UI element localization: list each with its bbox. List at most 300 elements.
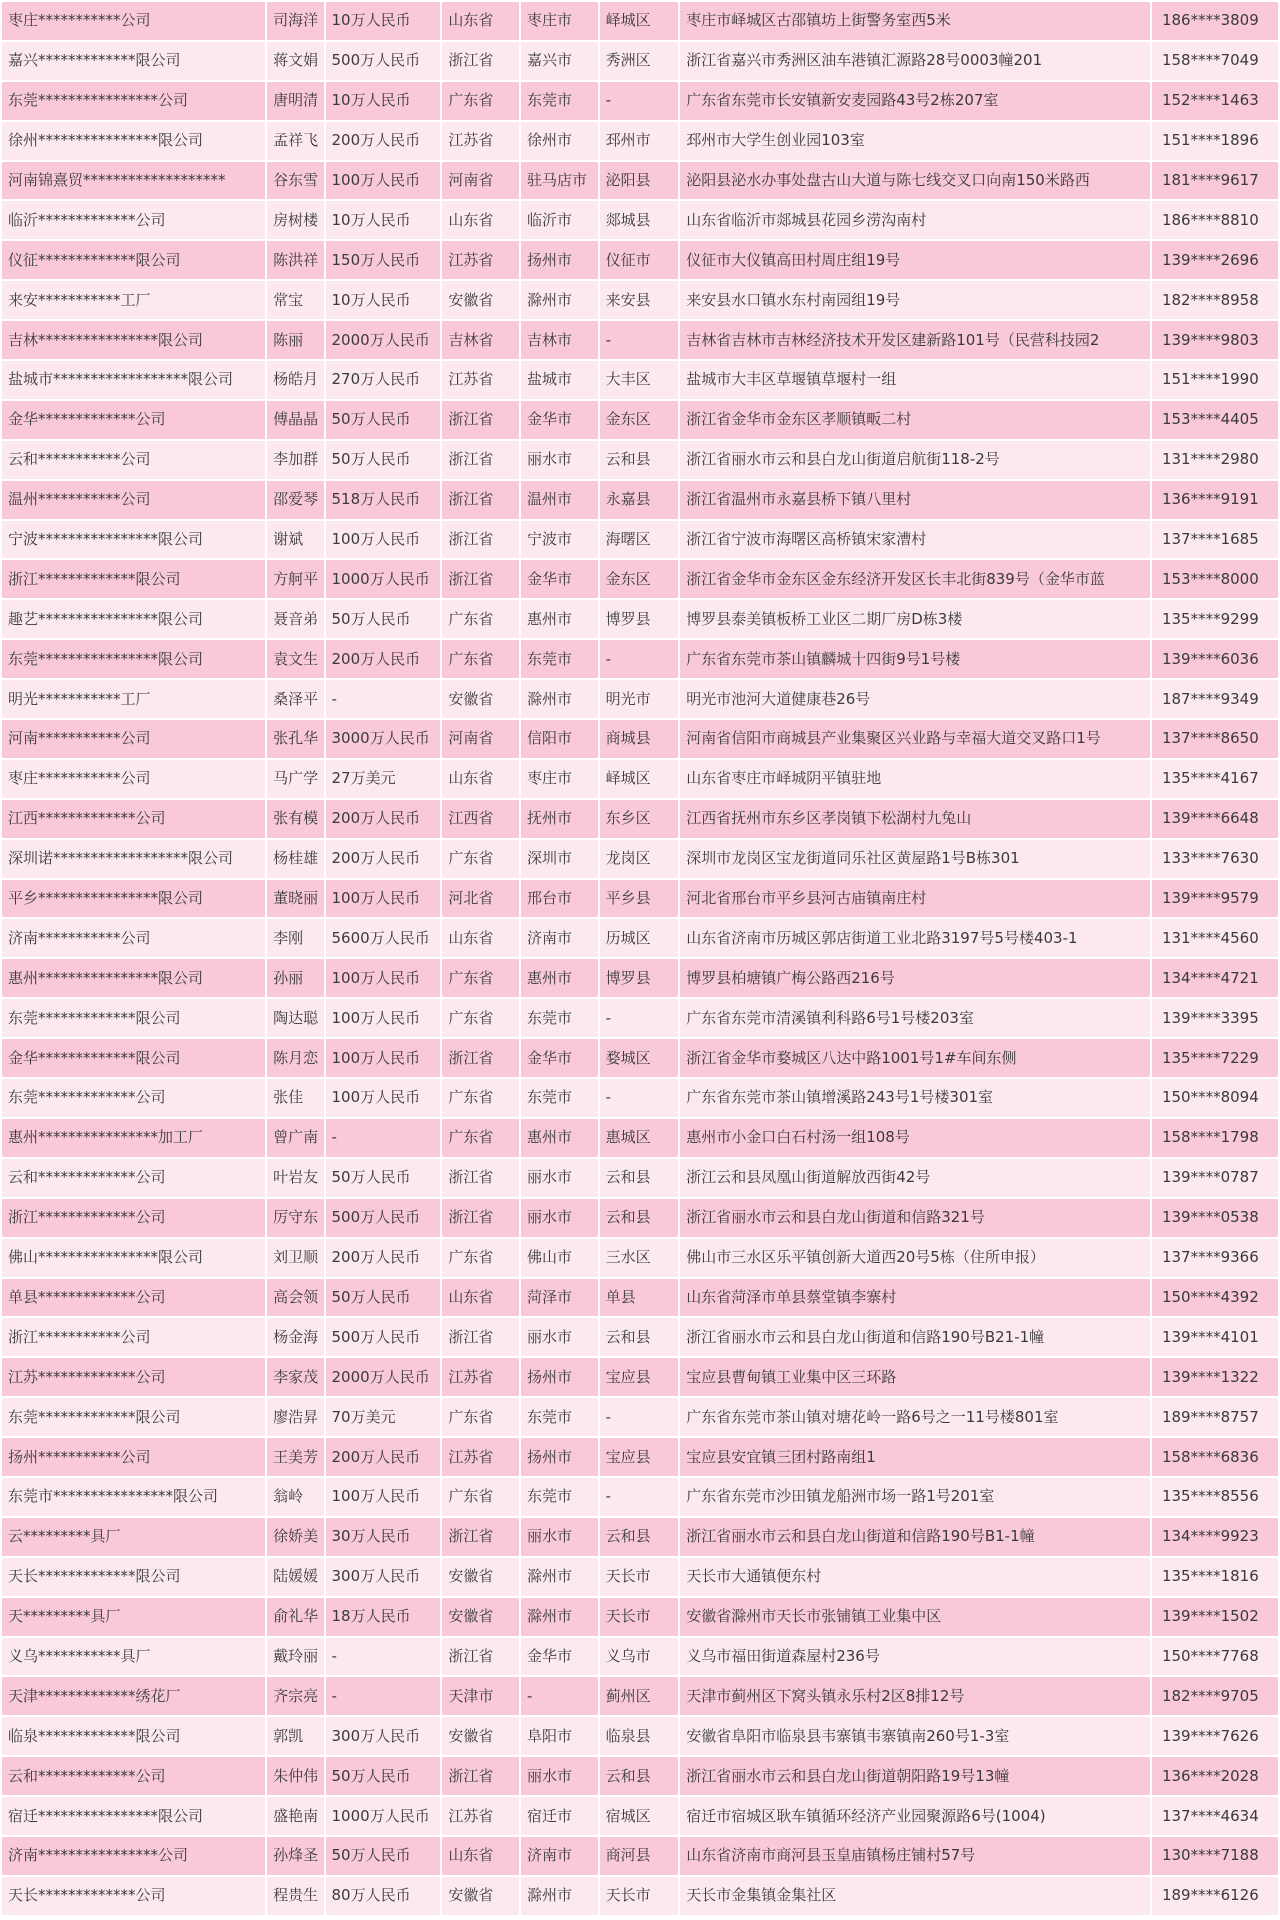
address-cell: 浙江省嘉兴市秀洲区油车港镇汇源路28号0003幢201 bbox=[680, 42, 1150, 80]
legal-person-cell: 杨桂雄 bbox=[267, 840, 323, 878]
district-cell: 宿城区 bbox=[600, 1797, 679, 1835]
district-cell: 宝应县 bbox=[600, 1358, 679, 1396]
company-name-cell: 东莞*************公司 bbox=[2, 1079, 265, 1117]
phone-cell: 158****1798 bbox=[1152, 1119, 1278, 1157]
phone-cell: 135****7229 bbox=[1152, 1039, 1278, 1077]
district-cell: 蓟州区 bbox=[600, 1677, 679, 1715]
phone-cell: 135****9299 bbox=[1152, 600, 1278, 638]
phone-cell: 139****0787 bbox=[1152, 1159, 1278, 1197]
legal-person-cell: 谷东雪 bbox=[267, 162, 323, 200]
city-cell: - bbox=[521, 1677, 598, 1715]
registered-capital-cell: 300万人民币 bbox=[326, 1717, 441, 1755]
registered-capital-cell: 10万人民币 bbox=[326, 201, 441, 239]
table-row bbox=[2, 1558, 1278, 1596]
city-cell: 济南市 bbox=[521, 919, 598, 957]
registered-capital-cell: 100万人民币 bbox=[326, 521, 441, 559]
province-cell: 广东省 bbox=[442, 1398, 519, 1436]
province-cell: 山东省 bbox=[442, 201, 519, 239]
table-row bbox=[2, 201, 1278, 239]
district-cell: 临泉县 bbox=[600, 1717, 679, 1755]
phone-cell: 137****4634 bbox=[1152, 1797, 1278, 1835]
phone-cell: 153****8000 bbox=[1152, 560, 1278, 598]
table-row bbox=[2, 162, 1278, 200]
province-cell: 安徽省 bbox=[442, 680, 519, 718]
legal-person-cell: 俞礼华 bbox=[267, 1598, 323, 1636]
address-cell: 浙江省金华市金东区孝顺镇畈二村 bbox=[680, 401, 1150, 439]
registered-capital-cell: 200万人民币 bbox=[326, 840, 441, 878]
city-cell: 扬州市 bbox=[521, 1358, 598, 1396]
district-cell: - bbox=[600, 1079, 679, 1117]
table-row bbox=[2, 1398, 1278, 1436]
phone-cell: 139****7626 bbox=[1152, 1717, 1278, 1755]
phone-cell: 150****8094 bbox=[1152, 1079, 1278, 1117]
phone-cell: 189****6126 bbox=[1152, 1877, 1278, 1915]
address-cell: 枣庄市峄城区古邵镇坊上街警务室西5米 bbox=[680, 2, 1150, 40]
address-cell: 浙江省丽水市云和县白龙山街道启航街118-2号 bbox=[680, 441, 1150, 479]
records-body bbox=[2, 2, 1278, 1915]
city-cell: 济南市 bbox=[521, 1837, 598, 1875]
company-name-cell: 河南锦熹贸******************* bbox=[2, 162, 265, 200]
registered-capital-cell: 518万人民币 bbox=[326, 481, 441, 519]
phone-cell: 186****8810 bbox=[1152, 201, 1278, 239]
company-name-cell: 枣庄***********公司 bbox=[2, 760, 265, 798]
legal-person-cell: 桑泽平 bbox=[267, 680, 323, 718]
province-cell: 广东省 bbox=[442, 640, 519, 678]
phone-cell: 130****7188 bbox=[1152, 1837, 1278, 1875]
legal-person-cell: 厉守东 bbox=[267, 1199, 323, 1237]
address-cell: 河北省邢台市平乡县河古庙镇南庄村 bbox=[680, 880, 1150, 918]
registered-capital-cell: 50万人民币 bbox=[326, 1757, 441, 1795]
city-cell: 扬州市 bbox=[521, 1438, 598, 1476]
province-cell: 浙江省 bbox=[442, 1199, 519, 1237]
company-name-cell: 天津*************绣花厂 bbox=[2, 1677, 265, 1715]
district-cell: 峄城区 bbox=[600, 760, 679, 798]
legal-person-cell: 蒋文娟 bbox=[267, 42, 323, 80]
legal-person-cell: 司海洋 bbox=[267, 2, 323, 40]
address-cell: 泌阳县泌水办事处盘古山大道与陈七线交叉口向南150米路西 bbox=[680, 162, 1150, 200]
province-cell: 广东省 bbox=[442, 1119, 519, 1157]
phone-cell: 134****9923 bbox=[1152, 1518, 1278, 1556]
table-row bbox=[2, 241, 1278, 279]
district-cell: 龙岗区 bbox=[600, 840, 679, 878]
phone-cell: 131****4560 bbox=[1152, 919, 1278, 957]
legal-person-cell: 李刚 bbox=[267, 919, 323, 957]
district-cell: 婺城区 bbox=[600, 1039, 679, 1077]
address-cell: 浙江云和县凤凰山街道解放西街42号 bbox=[680, 1159, 1150, 1197]
province-cell: 广东省 bbox=[442, 1079, 519, 1117]
table-row bbox=[2, 560, 1278, 598]
address-cell: 安徽省阜阳市临泉县韦寨镇韦寨镇南260号1-3室 bbox=[680, 1717, 1150, 1755]
city-cell: 滁州市 bbox=[521, 281, 598, 319]
phone-cell: 135****8556 bbox=[1152, 1478, 1278, 1516]
table-row bbox=[2, 1598, 1278, 1636]
address-cell: 浙江省丽水市云和县白龙山街道朝阳路19号13幢 bbox=[680, 1757, 1150, 1795]
phone-cell: 131****2980 bbox=[1152, 441, 1278, 479]
company-name-cell: 佛山****************限公司 bbox=[2, 1239, 265, 1277]
legal-person-cell: 房树楼 bbox=[267, 201, 323, 239]
phone-cell: 151****1990 bbox=[1152, 361, 1278, 399]
city-cell: 枣庄市 bbox=[521, 760, 598, 798]
district-cell: 宝应县 bbox=[600, 1438, 679, 1476]
city-cell: 东莞市 bbox=[521, 1478, 598, 1516]
registered-capital-cell: 10万人民币 bbox=[326, 2, 441, 40]
phone-cell: 139****9579 bbox=[1152, 880, 1278, 918]
legal-person-cell: 孙丽 bbox=[267, 959, 323, 997]
district-cell: 大丰区 bbox=[600, 361, 679, 399]
province-cell: 浙江省 bbox=[442, 521, 519, 559]
city-cell: 临沂市 bbox=[521, 201, 598, 239]
registered-capital-cell: 200万人民币 bbox=[326, 122, 441, 160]
company-name-cell: 义乌***********具厂 bbox=[2, 1638, 265, 1676]
city-cell: 枣庄市 bbox=[521, 2, 598, 40]
legal-person-cell: 徐娇美 bbox=[267, 1518, 323, 1556]
province-cell: 山东省 bbox=[442, 760, 519, 798]
city-cell: 东莞市 bbox=[521, 999, 598, 1037]
province-cell: 广东省 bbox=[442, 600, 519, 638]
district-cell: 明光市 bbox=[600, 680, 679, 718]
company-name-cell: 云*********具厂 bbox=[2, 1518, 265, 1556]
table-row bbox=[2, 640, 1278, 678]
table-row bbox=[2, 42, 1278, 80]
table-row bbox=[2, 600, 1278, 638]
legal-person-cell: 陈丽 bbox=[267, 321, 323, 359]
table-row bbox=[2, 1239, 1278, 1277]
city-cell: 嘉兴市 bbox=[521, 42, 598, 80]
city-cell: 菏泽市 bbox=[521, 1279, 598, 1317]
table-row bbox=[2, 999, 1278, 1037]
company-name-cell: 吉林****************限公司 bbox=[2, 321, 265, 359]
city-cell: 金华市 bbox=[521, 560, 598, 598]
address-cell: 山东省菏泽市单县蔡堂镇李寨村 bbox=[680, 1279, 1150, 1317]
legal-person-cell: 陈洪祥 bbox=[267, 241, 323, 279]
company-name-cell: 宿迁****************限公司 bbox=[2, 1797, 265, 1835]
phone-cell: 137****9366 bbox=[1152, 1239, 1278, 1277]
province-cell: 江苏省 bbox=[442, 1438, 519, 1476]
city-cell: 东莞市 bbox=[521, 1398, 598, 1436]
company-name-cell: 济南***********公司 bbox=[2, 919, 265, 957]
district-cell: 商河县 bbox=[600, 1837, 679, 1875]
company-name-cell: 江苏*************公司 bbox=[2, 1358, 265, 1396]
district-cell: 泌阳县 bbox=[600, 162, 679, 200]
registered-capital-cell: 100万人民币 bbox=[326, 1478, 441, 1516]
address-cell: 浙江省温州市永嘉县桥下镇八里村 bbox=[680, 481, 1150, 519]
province-cell: 江苏省 bbox=[442, 361, 519, 399]
city-cell: 深圳市 bbox=[521, 840, 598, 878]
district-cell: 义乌市 bbox=[600, 1638, 679, 1676]
province-cell: 山东省 bbox=[442, 1279, 519, 1317]
phone-cell: 134****4721 bbox=[1152, 959, 1278, 997]
company-name-cell: 徐州****************限公司 bbox=[2, 122, 265, 160]
address-cell: 宝应县安宜镇三团村路南组1 bbox=[680, 1438, 1150, 1476]
address-cell: 明光市池河大道健康巷26号 bbox=[680, 680, 1150, 718]
table-row bbox=[2, 1837, 1278, 1875]
registered-capital-cell: 100万人民币 bbox=[326, 880, 441, 918]
legal-person-cell: 邵爱琴 bbox=[267, 481, 323, 519]
company-name-cell: 临泉*************限公司 bbox=[2, 1717, 265, 1755]
province-cell: 浙江省 bbox=[442, 1638, 519, 1676]
city-cell: 丽水市 bbox=[521, 1199, 598, 1237]
registered-capital-cell: 200万人民币 bbox=[326, 800, 441, 838]
legal-person-cell: 李家茂 bbox=[267, 1358, 323, 1396]
district-cell: 东乡区 bbox=[600, 800, 679, 838]
company-name-cell: 盐城市******************限公司 bbox=[2, 361, 265, 399]
phone-cell: 139****2696 bbox=[1152, 241, 1278, 279]
legal-person-cell: 马广学 bbox=[267, 760, 323, 798]
registered-capital-cell: 50万人民币 bbox=[326, 1279, 441, 1317]
legal-person-cell: 翁岭 bbox=[267, 1478, 323, 1516]
province-cell: 浙江省 bbox=[442, 1159, 519, 1197]
city-cell: 佛山市 bbox=[521, 1239, 598, 1277]
district-cell: 三水区 bbox=[600, 1239, 679, 1277]
district-cell: 仪征市 bbox=[600, 241, 679, 279]
company-name-cell: 天*********具厂 bbox=[2, 1598, 265, 1636]
address-cell: 浙江省金华市金东区金东经济开发区长丰北街839号（金华市蓝 bbox=[680, 560, 1150, 598]
registered-capital-cell: 200万人民币 bbox=[326, 1438, 441, 1476]
address-cell: 山东省济南市商河县玉皇庙镇杨庄铺村57号 bbox=[680, 1837, 1150, 1875]
city-cell: 丽水市 bbox=[521, 1757, 598, 1795]
district-cell: 郯城县 bbox=[600, 201, 679, 239]
table-row bbox=[2, 1717, 1278, 1755]
registered-capital-cell: 100万人民币 bbox=[326, 162, 441, 200]
table-row bbox=[2, 1318, 1278, 1356]
company-name-cell: 来安***********工厂 bbox=[2, 281, 265, 319]
registered-capital-cell: 50万人民币 bbox=[326, 600, 441, 638]
district-cell: - bbox=[600, 321, 679, 359]
registered-capital-cell: 5600万人民币 bbox=[326, 919, 441, 957]
phone-cell: 158****7049 bbox=[1152, 42, 1278, 80]
address-cell: 佛山市三水区乐平镇创新大道西20号5栋（住所申报） bbox=[680, 1239, 1150, 1277]
legal-person-cell: 戴玲丽 bbox=[267, 1638, 323, 1676]
table-row bbox=[2, 1677, 1278, 1715]
company-name-cell: 明光***********工厂 bbox=[2, 680, 265, 718]
registered-capital-cell: 1000万人民币 bbox=[326, 560, 441, 598]
phone-cell: 181****9617 bbox=[1152, 162, 1278, 200]
phone-cell: 139****4101 bbox=[1152, 1318, 1278, 1356]
city-cell: 邢台市 bbox=[521, 880, 598, 918]
province-cell: 安徽省 bbox=[442, 1558, 519, 1596]
legal-person-cell: 陆媛媛 bbox=[267, 1558, 323, 1596]
company-name-cell: 东莞****************限公司 bbox=[2, 640, 265, 678]
table-row bbox=[2, 1518, 1278, 1556]
phone-cell: 133****7630 bbox=[1152, 840, 1278, 878]
address-cell: 来安县水口镇水东村南园组19号 bbox=[680, 281, 1150, 319]
province-cell: 江苏省 bbox=[442, 241, 519, 279]
address-cell: 宝应县曹甸镇工业集中区三环路 bbox=[680, 1358, 1150, 1396]
district-cell: 商城县 bbox=[600, 720, 679, 758]
province-cell: 江苏省 bbox=[442, 1797, 519, 1835]
district-cell: 云和县 bbox=[600, 1518, 679, 1556]
legal-person-cell: 刘卫顺 bbox=[267, 1239, 323, 1277]
legal-person-cell: 朱仲伟 bbox=[267, 1757, 323, 1795]
table-row bbox=[2, 1877, 1278, 1915]
company-name-cell: 天长*************限公司 bbox=[2, 1558, 265, 1596]
district-cell: - bbox=[600, 1398, 679, 1436]
province-cell: 浙江省 bbox=[442, 1318, 519, 1356]
company-name-cell: 浙江*************限公司 bbox=[2, 560, 265, 598]
legal-person-cell: 齐宗亮 bbox=[267, 1677, 323, 1715]
address-cell: 安徽省滁州市天长市张铺镇工业集中区 bbox=[680, 1598, 1150, 1636]
address-cell: 吉林省吉林市吉林经济技术开发区建新路101号（民营科技园2 bbox=[680, 321, 1150, 359]
address-cell: 广东省东莞市茶山镇增溪路243号1号楼301室 bbox=[680, 1079, 1150, 1117]
legal-person-cell: 廖浩昇 bbox=[267, 1398, 323, 1436]
legal-person-cell: 杨金海 bbox=[267, 1318, 323, 1356]
registered-capital-cell: 100万人民币 bbox=[326, 1079, 441, 1117]
address-cell: 博罗县泰美镇板桥工业区二期厂房D栋3楼 bbox=[680, 600, 1150, 638]
registered-capital-cell: 50万人民币 bbox=[326, 401, 441, 439]
table-row bbox=[2, 1757, 1278, 1795]
table-row bbox=[2, 1119, 1278, 1157]
province-cell: 浙江省 bbox=[442, 401, 519, 439]
company-name-cell: 云和***********公司 bbox=[2, 441, 265, 479]
registered-capital-cell: 10万人民币 bbox=[326, 281, 441, 319]
province-cell: 广东省 bbox=[442, 999, 519, 1037]
registered-capital-cell: - bbox=[326, 680, 441, 718]
registered-capital-cell: 150万人民币 bbox=[326, 241, 441, 279]
registered-capital-cell: 10万人民币 bbox=[326, 82, 441, 120]
district-cell: 天长市 bbox=[600, 1877, 679, 1915]
phone-cell: 139****9803 bbox=[1152, 321, 1278, 359]
phone-cell: 139****6036 bbox=[1152, 640, 1278, 678]
legal-person-cell: 高会领 bbox=[267, 1279, 323, 1317]
legal-person-cell: 袁文生 bbox=[267, 640, 323, 678]
registered-capital-cell: 2000万人民币 bbox=[326, 321, 441, 359]
district-cell: 天长市 bbox=[600, 1598, 679, 1636]
phone-cell: 186****3809 bbox=[1152, 2, 1278, 40]
registered-capital-cell: 1000万人民币 bbox=[326, 1797, 441, 1835]
province-cell: 安徽省 bbox=[442, 281, 519, 319]
province-cell: 浙江省 bbox=[442, 42, 519, 80]
district-cell: 峄城区 bbox=[600, 2, 679, 40]
address-cell: 浙江省丽水市云和县白龙山街道和信路321号 bbox=[680, 1199, 1150, 1237]
city-cell: 东莞市 bbox=[521, 82, 598, 120]
registered-capital-cell: 100万人民币 bbox=[326, 959, 441, 997]
table-row bbox=[2, 840, 1278, 878]
address-cell: 广东省东莞市长安镇新安麦园路43号2栋207室 bbox=[680, 82, 1150, 120]
legal-person-cell: 郭凯 bbox=[267, 1717, 323, 1755]
company-name-cell: 临沂*************公司 bbox=[2, 201, 265, 239]
city-cell: 丽水市 bbox=[521, 1159, 598, 1197]
table-row bbox=[2, 1478, 1278, 1516]
district-cell: 来安县 bbox=[600, 281, 679, 319]
phone-cell: 139****1322 bbox=[1152, 1358, 1278, 1396]
address-cell: 天长市大通镇便东村 bbox=[680, 1558, 1150, 1596]
province-cell: 河南省 bbox=[442, 162, 519, 200]
address-cell: 浙江省金华市婺城区八达中路1001号1#车间东侧 bbox=[680, 1039, 1150, 1077]
legal-person-cell: 王美芳 bbox=[267, 1438, 323, 1476]
district-cell: 云和县 bbox=[600, 1318, 679, 1356]
province-cell: 浙江省 bbox=[442, 1039, 519, 1077]
phone-cell: 135****4167 bbox=[1152, 760, 1278, 798]
city-cell: 滁州市 bbox=[521, 1598, 598, 1636]
province-cell: 浙江省 bbox=[442, 560, 519, 598]
company-name-cell: 金华*************限公司 bbox=[2, 1039, 265, 1077]
registered-capital-cell: 2000万人民币 bbox=[326, 1358, 441, 1396]
table-row bbox=[2, 1638, 1278, 1676]
company-name-cell: 惠州****************加工厂 bbox=[2, 1119, 265, 1157]
company-name-cell: 惠州****************限公司 bbox=[2, 959, 265, 997]
company-name-cell: 金华*************公司 bbox=[2, 401, 265, 439]
address-cell: 惠州市小金口白石村汤一组108号 bbox=[680, 1119, 1150, 1157]
legal-person-cell: 程贵生 bbox=[267, 1877, 323, 1915]
district-cell: - bbox=[600, 999, 679, 1037]
district-cell: 平乡县 bbox=[600, 880, 679, 918]
district-cell: - bbox=[600, 640, 679, 678]
address-cell: 广东省东莞市清溪镇利科路6号1号楼203室 bbox=[680, 999, 1150, 1037]
province-cell: 河北省 bbox=[442, 880, 519, 918]
legal-person-cell: 孟祥飞 bbox=[267, 122, 323, 160]
phone-cell: 139****0538 bbox=[1152, 1199, 1278, 1237]
province-cell: 浙江省 bbox=[442, 481, 519, 519]
phone-cell: 189****8757 bbox=[1152, 1398, 1278, 1436]
address-cell: 博罗县柏塘镇广梅公路西216号 bbox=[680, 959, 1150, 997]
district-cell: 单县 bbox=[600, 1279, 679, 1317]
registered-capital-cell: - bbox=[326, 1677, 441, 1715]
registered-capital-cell: 100万人民币 bbox=[326, 999, 441, 1037]
city-cell: 阜阳市 bbox=[521, 1717, 598, 1755]
table-row bbox=[2, 1199, 1278, 1237]
legal-person-cell: 杨皓月 bbox=[267, 361, 323, 399]
registered-capital-cell: - bbox=[326, 1638, 441, 1676]
province-cell: 江苏省 bbox=[442, 1358, 519, 1396]
table-row bbox=[2, 1797, 1278, 1835]
city-cell: 抚州市 bbox=[521, 800, 598, 838]
company-name-cell: 江西*************公司 bbox=[2, 800, 265, 838]
city-cell: 滁州市 bbox=[521, 1877, 598, 1915]
company-name-cell: 枣庄***********公司 bbox=[2, 2, 265, 40]
province-cell: 安徽省 bbox=[442, 1877, 519, 1915]
table-row bbox=[2, 720, 1278, 758]
city-cell: 东莞市 bbox=[521, 1079, 598, 1117]
province-cell: 河南省 bbox=[442, 720, 519, 758]
registered-capital-cell: 27万美元 bbox=[326, 760, 441, 798]
table-row bbox=[2, 2, 1278, 40]
address-cell: 邳州市大学生创业园103室 bbox=[680, 122, 1150, 160]
city-cell: 扬州市 bbox=[521, 241, 598, 279]
phone-cell: 187****9349 bbox=[1152, 680, 1278, 718]
legal-person-cell: 张孔华 bbox=[267, 720, 323, 758]
province-cell: 山东省 bbox=[442, 2, 519, 40]
company-name-cell: 温州***********公司 bbox=[2, 481, 265, 519]
registered-capital-cell: 500万人民币 bbox=[326, 42, 441, 80]
district-cell: 海曙区 bbox=[600, 521, 679, 559]
city-cell: 宿迁市 bbox=[521, 1797, 598, 1835]
phone-cell: 136****2028 bbox=[1152, 1757, 1278, 1795]
city-cell: 滁州市 bbox=[521, 1558, 598, 1596]
company-name-cell: 河南***********公司 bbox=[2, 720, 265, 758]
phone-cell: 150****7768 bbox=[1152, 1638, 1278, 1676]
province-cell: 山东省 bbox=[442, 919, 519, 957]
address-cell: 天长市金集镇金集社区 bbox=[680, 1877, 1150, 1915]
district-cell: - bbox=[600, 1478, 679, 1516]
city-cell: 吉林市 bbox=[521, 321, 598, 359]
registered-capital-cell: 50万人民币 bbox=[326, 1159, 441, 1197]
table-row bbox=[2, 800, 1278, 838]
address-cell: 浙江省丽水市云和县白龙山街道和信路190号B1-1幢 bbox=[680, 1518, 1150, 1556]
phone-cell: 150****4392 bbox=[1152, 1279, 1278, 1317]
district-cell: 云和县 bbox=[600, 1159, 679, 1197]
legal-person-cell: 方舸平 bbox=[267, 560, 323, 598]
company-name-cell: 云和*************公司 bbox=[2, 1159, 265, 1197]
registered-capital-cell: 30万人民币 bbox=[326, 1518, 441, 1556]
table-row bbox=[2, 481, 1278, 519]
registered-capital-cell: 50万人民币 bbox=[326, 1837, 441, 1875]
province-cell: 天津市 bbox=[442, 1677, 519, 1715]
province-cell: 安徽省 bbox=[442, 1598, 519, 1636]
city-cell: 惠州市 bbox=[521, 600, 598, 638]
district-cell: 云和县 bbox=[600, 1199, 679, 1237]
company-name-cell: 趣艺****************限公司 bbox=[2, 600, 265, 638]
company-name-cell: 东莞****************公司 bbox=[2, 82, 265, 120]
